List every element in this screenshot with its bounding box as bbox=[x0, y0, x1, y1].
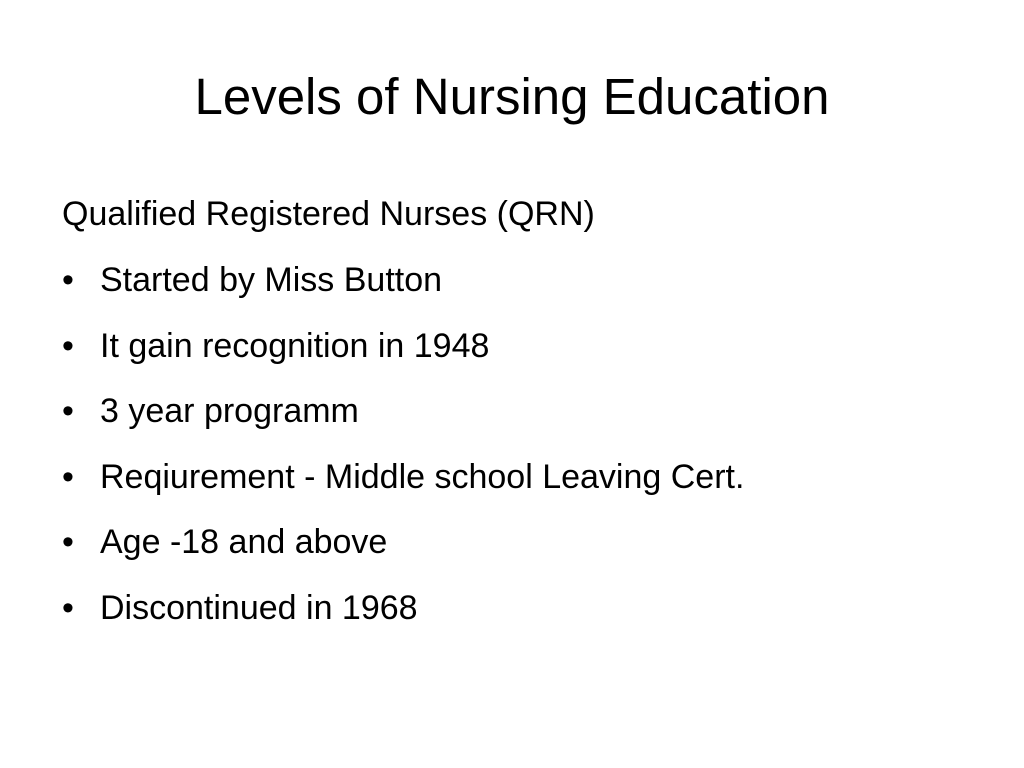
bullet-icon: • bbox=[62, 261, 74, 299]
slide-body bbox=[62, 190, 962, 649]
bullet-icon: • bbox=[62, 392, 74, 430]
bullet-text: Started by Miss Button bbox=[100, 261, 443, 299]
bullet-item bbox=[62, 453, 962, 501]
bullet-item bbox=[62, 518, 962, 566]
bullet-list bbox=[62, 256, 962, 632]
bullet-text: Age -18 and above bbox=[100, 523, 388, 561]
bullet-icon: • bbox=[62, 326, 74, 365]
bullet-item bbox=[62, 322, 962, 370]
slide-title: Levels of Nursing Education bbox=[194, 68, 830, 125]
bullet-icon: • bbox=[62, 457, 74, 496]
bullet-icon: • bbox=[62, 523, 74, 561]
bullet-text: Reqiurement - Middle school Leaving Cert. bbox=[100, 457, 745, 496]
bullet-item bbox=[62, 584, 962, 632]
bullet-text: It gain recognition in 1948 bbox=[100, 326, 490, 365]
intro-text: Qualified Registered Nurses (QRN) bbox=[62, 195, 595, 233]
bullet-text: Discontinued in 1968 bbox=[100, 588, 418, 627]
bullet-item bbox=[62, 256, 962, 304]
bullet-item bbox=[62, 387, 962, 435]
bullet-icon: • bbox=[62, 588, 74, 627]
bullet-text: 3 year programm bbox=[100, 392, 359, 430]
